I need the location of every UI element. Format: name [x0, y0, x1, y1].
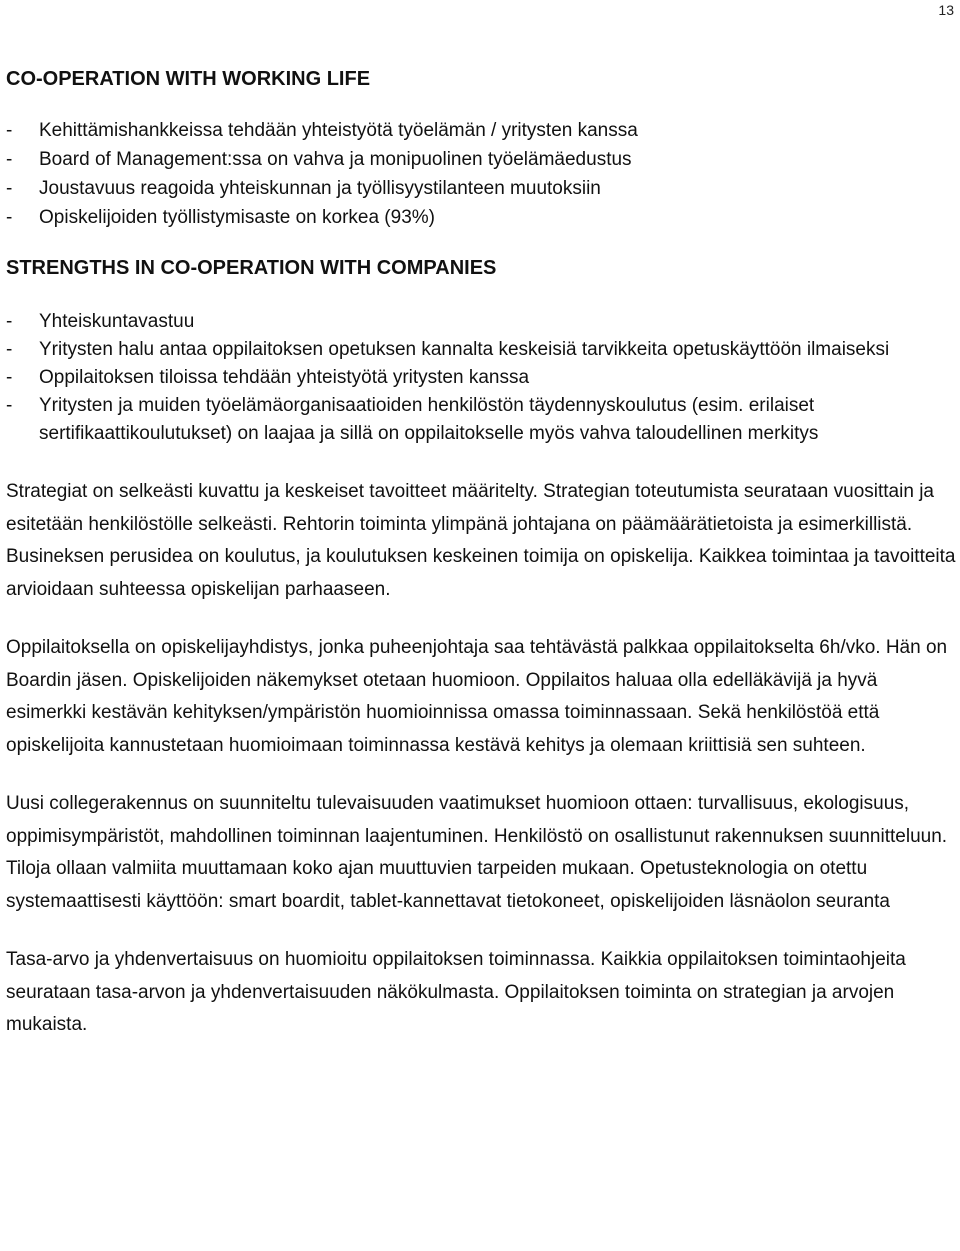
paragraph-student-union: Oppilaitoksella on opiskelijayhdistys, jonka puheenjohtaja saa tehtävästä palkkaa oppilaitokselta 6h/vko. Hän on Boardin jäsen. Opiskelijoiden näkemykset otetaan huomioon. Oppilaitos haluaa olla edelläkävijä ja hyvä esimerkki kestävän kehityksen/ympäristön huomioinnissa omassa toiminnassaan. Sekä henkilöstöä että opiskelijoita kannustetaan huomioimaan toiminnassa kestävä kehitys ja olemaan kriittisiä sen suhteen. — [6, 637, 948, 756]
list-item: - Yhteiskuntavastuu — [6, 308, 956, 336]
section-heading-strengths: STRENGTHS IN CO-OPERATION WITH COMPANIES — [6, 257, 497, 279]
list-item: - Opiskelijoiden työllistymisaste on korkea (93%) — [6, 203, 956, 232]
document-body — [6, 68, 956, 1042]
working-life-list — [6, 116, 956, 232]
paragraph-strategy: Strategiat on selkeästi kuvattu ja keskeiset tavoitteet määritelty. Strategian toteutumista seurataan vuosittain ja esitetään henkilöstölle selkeästi. Rehtorin toiminta ylimpänä johtajana on päämäärätietoista ja esimerkillistä. Busineksen perusidea on koulutus, ja koulutuksen keskeinen toimija on opiskelija. Kaikkea toimintaa ja tavoitteita arvioidaan suhteessa opiskelijan parhaaseen. — [6, 481, 956, 600]
list-item: - Kehittämishankkeissa tehdään yhteistyötä työelämän / yritysten kanssa — [6, 116, 956, 145]
paragraph-college-building: Uusi collegerakennus on suunniteltu tulevaisuuden vaatimukset huomioon ottaen: turvallisuus, ekologisuus, oppimisympäristöt, mahdollinen toiminnan laajentuminen. Henkilöstö on osallistunut rakennuksen suunnitteluun. Tiloja ollaan valmiita muuttamaan koko ajan muuttuvien tarpeiden mukaan. Opetusteknologia on otettu systemaattisesti käyttöön: smart boardit, tablet-kannettavat tietokoneet, opiskelijoiden läsnäolon seuranta — [6, 793, 948, 912]
paragraph-equality: Tasa-arvo ja yhdenvertaisuus on huomioitu oppilaitoksen toiminnassa. Kaikkia oppilaitoksen toimintaohjeita seurataan tasa-arvon ja yhdenvertaisuuden näkökulmasta. Oppilaitoksen toiminta on strategian ja arvojen mukaista. — [6, 949, 906, 1035]
list-item: - Joustavuus reagoida yhteiskunnan ja työllisyystilanteen muutoksiin — [6, 174, 956, 203]
page-number: 13 — [938, 2, 954, 18]
list-item: - Board of Management:ssa on vahva ja monipuolinen työelämäedustus — [6, 145, 956, 174]
list-item: - Yritysten ja muiden työelämäorganisaatioiden henkilöstön täydennyskoulutus (esim. erilaiset sertifikaattikoulutukset) on laajaa ja sillä on oppilaitokselle myös vahva taloudellinen merkitys — [6, 392, 956, 448]
list-item: - Oppilaitoksen tiloissa tehdään yhteistyötä yritysten kanssa — [6, 364, 956, 392]
list-item: - Yritysten halu antaa oppilaitoksen opetuksen kannalta keskeisiä tarvikkeita opetuskäyttöön ilmaiseksi — [6, 336, 956, 364]
strengths-list — [6, 308, 956, 448]
section-heading-working-life: CO-OPERATION WITH WORKING LIFE — [6, 68, 371, 90]
